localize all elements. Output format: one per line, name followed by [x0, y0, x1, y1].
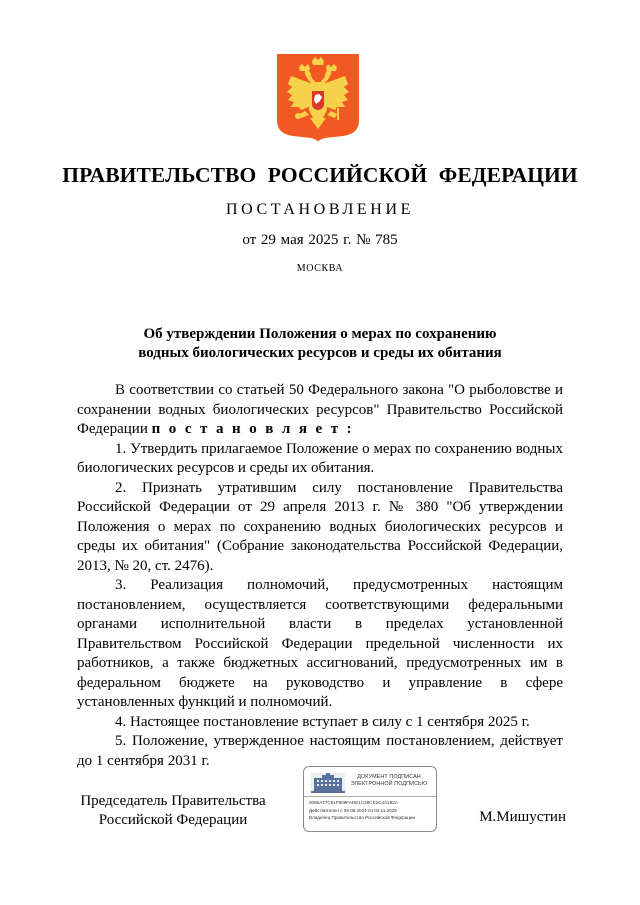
stamp-title [344, 774, 434, 788]
decides-word: п о с т а н о в л я е т : [151, 421, 355, 437]
signatory-position [79, 792, 267, 830]
item-paragraph: 3. Реализация полномочий, предусмотренных настоящим постановлением, осуществляется соответствующими федеральными органами исполнительной власти в пределах установленной Правительством Российской Федерации предельной численности их работников, а также бюджетных ассигнований, предусмотренных им в федеральном бюджете на руководство и управление в сфере установленных функций и полномочий. [77, 577, 563, 710]
item-paragraph: 5. Положение, утвержденное настоящим постановлением, действует до 1 сентября 2031 г. [77, 733, 563, 769]
decree-heading [110, 325, 530, 363]
stamp-divider [304, 796, 436, 797]
stamp-owner: Владелец Правительство Российской Федерации [309, 815, 416, 820]
preamble-paragraph [77, 381, 563, 440]
stamp-certificate: 0085A77C61F609FADE1C38CE2C4A282A [309, 800, 398, 805]
government-title: ПРАВИТЕЛЬСТВО РОССИЙСКОЙ ФЕДЕРАЦИИ [62, 163, 578, 187]
item-paragraph: 4. Настоящее постановление вступает в силу с 1 сентября 2025 г. [115, 713, 530, 730]
decree-city: МОСКВА [296, 263, 344, 274]
stamp-title-line: ЭЛЕКТРОННОЙ ПОДПИСЬЮ [350, 781, 428, 787]
stamp-validity: Действителен с 09.08.2024 по 02.11.2025 [309, 808, 397, 813]
position-line: Председатель Правительства [80, 793, 266, 809]
position-line: Российской Федерации [98, 812, 248, 828]
decree-date-number: от 29 мая 2025 г. № 785 [242, 232, 398, 248]
preamble-text: В соответствии со статьей 50 Федерального закона "О рыболовстве и сохранении водных биологических ресурсов" Правительство Российской Федерации [77, 382, 563, 437]
government-building-icon [311, 773, 345, 793]
signatory-name: М.Мишустин [479, 809, 566, 825]
stamp-title-line: ДОКУМЕНТ ПОДПИСАН [357, 774, 421, 780]
heading-line: Об утверждении Положения о мерах по сохранению [143, 326, 497, 342]
item-paragraph: 1. Утвердить прилагаемое Положение о мерах по сохранению водных биологических ресурсов и среды их обитания. [77, 440, 563, 476]
decree-body [77, 381, 563, 771]
decree-kind: ПОСТАНОВЛЕНИЕ [226, 201, 414, 218]
coat-of-arms-icon [277, 54, 359, 142]
heading-line: водных биологических ресурсов и среды их обитания [138, 345, 502, 361]
electronic-signature-stamp [303, 766, 437, 832]
item-paragraph: 2. Признать утратившим силу постановление Правительства Российской Федерации от 29 апреля 2013 г. № 380 "Об утверждении Положения о мерах по сохранению водных биологических ресурсов и среды их обитания" (Собрание законодательства Российской Федерации, 2013, № 20, ст. 2476). [77, 479, 563, 574]
